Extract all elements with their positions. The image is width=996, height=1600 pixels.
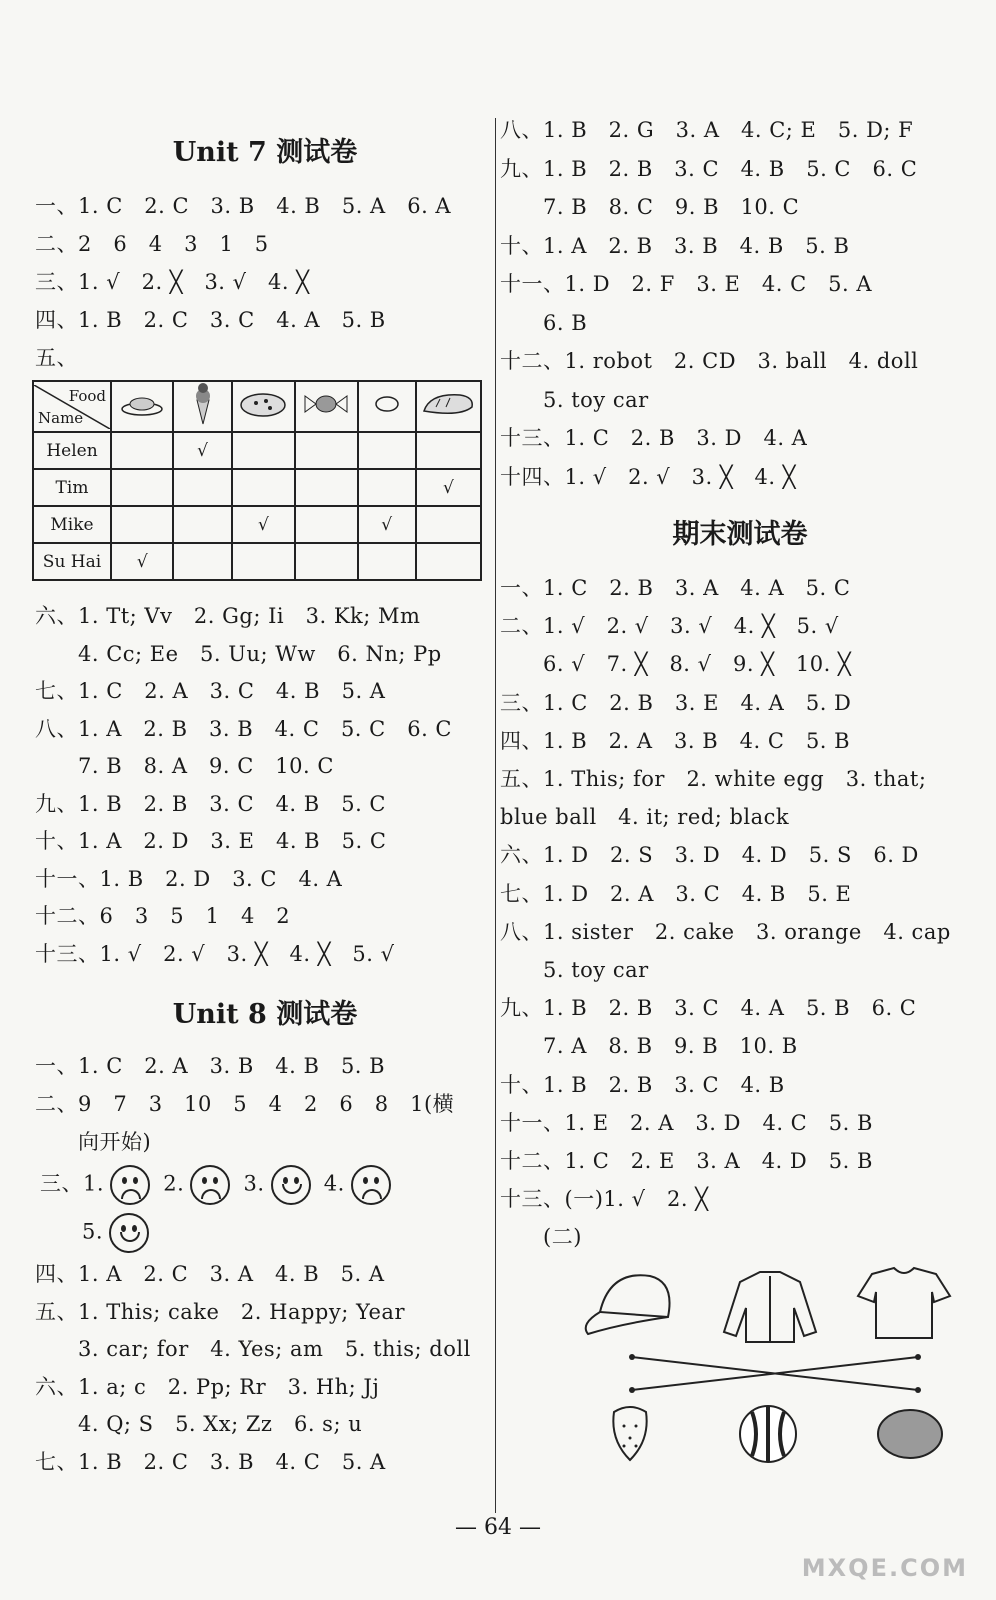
answer-line: 十、1. A 2. D 3. E 4. B 5. C <box>35 829 387 853</box>
answer-line: 7. B 8. C 9. B 10. C <box>500 195 800 219</box>
answer-line: 七、1. B 2. C 3. B 4. C 5. A <box>35 1449 386 1474</box>
answer-line: 十一、1. E 2. A 3. D 4. C 5. B <box>500 1110 873 1135</box>
answer-line: 五、1. This; cake 2. Happy; Year <box>35 1299 405 1324</box>
cell <box>295 543 357 580</box>
answer-line: 十三、1. √ 2. √ 3. ╳ 4. ╳ 5. √ <box>35 941 395 966</box>
answer-line: 十二、1. C 2. E 3. A 4. D 5. B <box>500 1149 873 1173</box>
food-header: Food <box>68 386 106 405</box>
answer-line: 九、1. B 2. B 3. C 4. B 5. C 6. C <box>500 156 918 181</box>
lemon-icon <box>878 1410 942 1458</box>
cell <box>173 543 231 580</box>
cell: √ <box>232 506 296 543</box>
answer-line: 二、1. √ 2. √ 3. √ 4. ╳ 5. √ <box>500 614 839 639</box>
cell <box>358 432 416 469</box>
candy-icon <box>295 381 357 432</box>
answer-line: 十一、1. B 2. D 3. C 4. A <box>35 866 343 891</box>
answer-line: 一、1. C 2. C 3. B 4. B 5. A 6. A <box>35 194 452 218</box>
faces-label: 5. <box>82 1219 104 1244</box>
cell: √ <box>111 543 173 580</box>
answer-line: 十四、1. √ 2. √ 3. ╳ 4. ╳ <box>500 464 796 489</box>
answer-line: (二) <box>500 1225 582 1250</box>
answer-line: 七、1. D 2. A 3. C 4. B 5. E <box>500 881 852 906</box>
answer-line: 十三、1. C 2. B 3. D 4. A <box>500 426 808 450</box>
faces-label: 三、1. <box>40 1171 105 1196</box>
unit7-title: Unit 7 测试卷 <box>172 137 358 168</box>
watermark: MXQE.COM <box>801 1554 968 1582</box>
answer-line: 5. toy car <box>500 958 649 982</box>
answer-line: 三、1. √ 2. ╳ 3. √ 4. ╳ <box>35 270 310 294</box>
matching-figure <box>580 1262 960 1472</box>
table-row <box>33 432 481 469</box>
answer-line: 十、1. B 2. B 3. C 4. B <box>500 1072 785 1097</box>
cell <box>295 432 357 469</box>
cell <box>295 506 357 543</box>
cell <box>173 469 231 506</box>
plate-icon <box>111 381 173 432</box>
cell <box>111 469 173 506</box>
strawberry-icon <box>613 1407 646 1460</box>
answer-line: 5. toy car <box>500 387 649 412</box>
row-name: Mike <box>33 506 111 543</box>
page-number: — 64 — <box>455 1515 541 1540</box>
tshirt-icon <box>858 1268 950 1338</box>
answer-line: 7. A 8. B 9. B 10. B <box>500 1034 798 1059</box>
cell <box>111 432 173 469</box>
answer-line: 3. car; for 4. Yes; am 5. this; doll <box>35 1337 471 1361</box>
answer-line: 二、9 7 3 10 5 4 2 6 8 1(横 <box>35 1092 455 1116</box>
cell <box>111 506 173 543</box>
answer-line: 6. √ 7. ╳ 8. √ 9. ╳ 10. ╳ <box>500 652 852 677</box>
answer-line: 五、1. This; for 2. white egg 3. that; <box>500 767 927 791</box>
answer-line: 八、1. sister 2. cake 3. orange 4. cap <box>500 919 951 944</box>
sad-face-icon <box>110 1165 150 1205</box>
sad-face-icon <box>351 1165 391 1205</box>
cell <box>232 469 296 506</box>
table-header-cell <box>33 381 111 432</box>
table-row <box>33 506 481 543</box>
cell: √ <box>416 469 481 506</box>
final-title: 期末测试卷 <box>672 519 808 550</box>
answer-line: 四、1. B 2. A 3. B 4. C 5. B <box>500 728 851 753</box>
watermelon-icon <box>740 1406 796 1462</box>
faces-label: 4. <box>323 1171 345 1196</box>
cap-icon <box>586 1275 670 1334</box>
answer-line: 八、1. A 2. B 3. B 4. C 5. C 6. C <box>35 716 453 741</box>
row-name: Helen <box>33 432 111 469</box>
answer-line: blue ball 4. it; red; black <box>500 805 790 830</box>
answer-line: 四、1. B 2. C 3. C 4. A 5. B <box>35 308 386 332</box>
answer-line: 7. B 8. A 9. C 10. C <box>35 754 334 778</box>
name-header: Name <box>38 408 84 427</box>
answer-line: 六、1. a; c 2. Pp; Rr 3. Hh; Jj <box>35 1374 380 1399</box>
cell <box>416 432 481 469</box>
answer-line: 十二、6 3 5 1 4 2 <box>35 904 291 928</box>
happy-face-icon <box>271 1165 311 1205</box>
answer-line: 九、1. B 2. B 3. C 4. A 5. B 6. C <box>500 996 917 1021</box>
answer-line: 十三、(一)1. √ 2. ╳ <box>500 1187 709 1212</box>
bread-icon <box>416 381 481 432</box>
row-name: Su Hai <box>33 543 111 580</box>
unit8-title: Unit 8 测试卷 <box>172 999 358 1030</box>
answer-line: 二、2 6 4 3 1 5 <box>35 232 269 256</box>
egg-icon <box>358 381 416 432</box>
answer-line: 八、1. B 2. G 3. A 4. C; E 5. D; F <box>500 118 914 142</box>
table-row <box>33 543 481 580</box>
answer-line: 七、1. C 2. A 3. C 4. B 5. A <box>35 679 386 703</box>
answer-line: 一、1. C 2. B 3. A 4. A 5. C <box>500 576 851 600</box>
answer-line: 一、1. C 2. A 3. B 4. B 5. B <box>35 1054 386 1078</box>
answer-line: 6. B <box>500 310 588 335</box>
cell: √ <box>358 506 416 543</box>
ice-cream-icon <box>173 381 231 432</box>
answer-line: 四、1. A 2. C 3. A 4. B 5. A <box>35 1262 385 1286</box>
faces-label: 2. <box>163 1171 185 1196</box>
cell <box>232 543 296 580</box>
answer-line: 4. Q; S 5. Xx; Zz 6. s; u <box>35 1412 363 1436</box>
answer-line: 4. Cc; Ee 5. Uu; Ww 6. Nn; Pp <box>35 641 442 666</box>
sad-face-icon <box>190 1165 230 1205</box>
answer-line: 十二、1. robot 2. CD 3. ball 4. doll <box>500 349 919 373</box>
answer-line: 十一、1. D 2. F 3. E 4. C 5. A <box>500 272 873 296</box>
answer-line: 六、1. Tt; Vv 2. Gg; Ii 3. Kk; Mm <box>35 604 421 628</box>
jacket-icon <box>724 1272 816 1342</box>
table-row <box>33 469 481 506</box>
answer-line: 十、1. A 2. B 3. B 4. B 5. B <box>500 233 850 258</box>
faces-label: 3. <box>243 1171 265 1196</box>
cell <box>416 506 481 543</box>
answer-line: 向开始) <box>35 1130 152 1154</box>
faces-line-2 <box>82 1213 155 1253</box>
cell <box>295 469 357 506</box>
faces-line-1 <box>40 1165 397 1205</box>
column-divider <box>495 118 496 1513</box>
food-table <box>32 380 482 581</box>
row-name: Tim <box>33 469 111 506</box>
answer-line: 六、1. D 2. S 3. D 4. D 5. S 6. D <box>500 843 919 868</box>
cell <box>358 543 416 580</box>
cell <box>416 543 481 580</box>
cell <box>232 432 296 469</box>
answer-line: 九、1. B 2. B 3. C 4. B 5. C <box>35 791 386 816</box>
answer-line: 三、1. C 2. B 3. E 4. A 5. D <box>500 690 852 715</box>
cell <box>358 469 416 506</box>
answer-line: 五、 <box>35 346 78 370</box>
cell <box>173 506 231 543</box>
cell: √ <box>173 432 231 469</box>
happy-face-icon <box>109 1213 149 1253</box>
pie-icon <box>232 381 296 432</box>
